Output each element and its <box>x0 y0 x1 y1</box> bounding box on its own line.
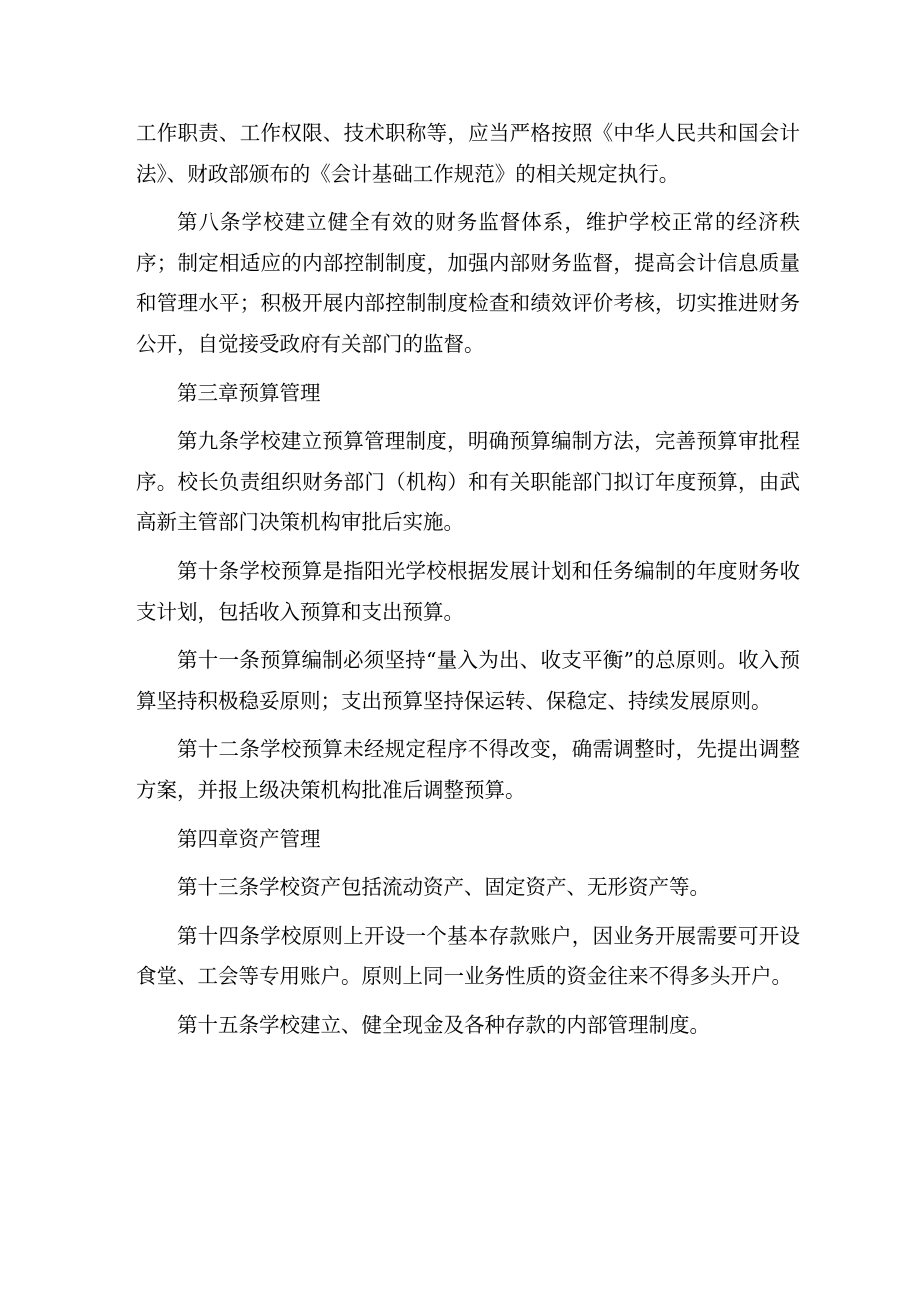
article-10: 第十条学校预算是指阳光学校根据发展计划和任务编制的年度财务收支计划，包括收入预算和支出预算。 <box>136 558 800 624</box>
article-9: 第九条学校建立预算管理制度，明确预算编制方法，完善预算审批程序。校长负责组织财务部门（机构）和有关职能部门拟订年度预算，由武高新主管部门决策机构审批后实施。 <box>136 429 800 535</box>
article-11: 第十一条预算编制必须坚持“量入为出、收支平衡”的总原则。收入预算坚持积极稳妥原则；支出预算坚持保运转、保稳定、持续发展原则。 <box>136 648 800 713</box>
article-8: 第八条学校建立健全有效的财务监督体系，维护学校正常的经济秩序；制定相适应的内部控制制度，加强内部财务监督，提高会计信息质量和管理水平；积极开展内部控制制度检查和绩效评价考核，切实推进财务公开，自觉接受政府有关部门的监督。 <box>136 210 800 356</box>
document-body <box>136 113 800 1053</box>
article-14: 第十四条学校原则上开设一个基本存款账户，因业务开展需要可开设食堂、工会等专用账户。原则上同一业务性质的资金往来不得多头开户。 <box>136 923 800 989</box>
article-12: 第十二条学校预算未经规定程序不得改变，确需调整时，先提出调整方案，并报上级决策机构批准后调整预算。 <box>136 737 800 802</box>
article-15: 第十五条学校建立、健全现金及各种存款的内部管理制度。 <box>177 1012 710 1037</box>
article-13: 第十三条学校资产包括流动资产、固定资产、无形资产等。 <box>177 875 710 900</box>
chapter-3-heading: 第三章预算管理 <box>177 380 321 405</box>
chapter-4-heading: 第四章资产管理 <box>177 826 321 851</box>
paragraph-continuation: 工作职责、工作权限、技术职称等，应当严格按照《中华人民共和国会计法》、财政部颁布的《会计基础工作规范》的相关规定执行。 <box>136 121 800 186</box>
